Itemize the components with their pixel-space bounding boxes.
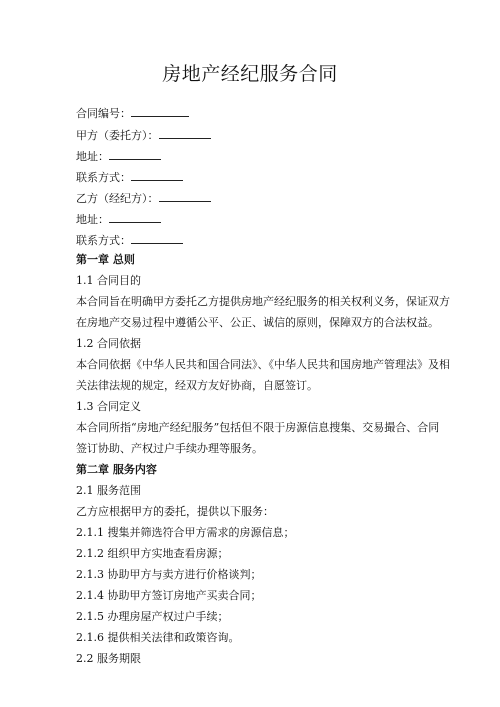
section-2-1-title: 2.1 服务范围 — [76, 484, 141, 497]
section-1-3-title: 1.3 合同定义 — [76, 400, 141, 413]
contract-number-line — [76, 105, 436, 121]
party-a-address-line — [76, 148, 436, 164]
chapter-2-heading: 第二章 服务内容 — [76, 463, 157, 476]
list-item: 2.1.5 办理房屋产权过户手续； — [76, 610, 229, 623]
list-item: 2.1.1 搜集并筛选符合甲方需求的房源信息； — [76, 526, 295, 539]
party-b-blank[interactable] — [159, 190, 211, 202]
party-a-address-label: 地址： — [76, 150, 109, 163]
chapter-1-heading: 第一章 总则 — [76, 253, 135, 266]
document-title: 房地产经纪服务合同 — [162, 63, 338, 85]
party-a-line — [76, 127, 436, 143]
party-b-address-line — [76, 211, 436, 227]
party-a-blank[interactable] — [159, 127, 211, 139]
section-2-2-title: 2.2 服务期限 — [76, 652, 141, 665]
party-b-address-blank[interactable] — [109, 211, 161, 223]
list-item: 2.1.3 协助甲方与卖方进行价格谈判； — [76, 568, 262, 581]
list-item: 2.1.6 提供相关法律和政策咨询。 — [76, 631, 240, 644]
party-b-contact-label: 联系方式： — [76, 234, 131, 247]
section-1-3-text-line-2: 签订协助、产权过户手续办理等服务。 — [76, 442, 263, 455]
party-a-contact-label: 联系方式： — [76, 171, 131, 184]
section-1-1-text-line-2: 在房地产交易过程中遵循公平、公正、诚信的原则，保障双方的合法权益。 — [76, 316, 439, 329]
contract-number-blank[interactable] — [131, 105, 189, 117]
section-1-1-title: 1.1 合同目的 — [76, 274, 141, 287]
section-1-2-title: 1.2 合同依据 — [76, 337, 141, 350]
list-item: 2.1.2 组织甲方实地查看房源； — [76, 547, 229, 560]
list-item: 2.1.4 协助甲方签订房地产买卖合同； — [76, 589, 262, 602]
contract-number-label: 合同编号： — [76, 107, 131, 120]
party-b-contact-line — [76, 232, 436, 248]
party-b-line — [76, 190, 436, 206]
section-1-1-text-line-1: 本合同旨在明确甲方委托乙方提供房地产经纪服务的相关权利义务，保证双方 — [76, 295, 450, 308]
party-b-address-label: 地址： — [76, 213, 109, 226]
party-b-label: 乙方（经纪方）： — [76, 192, 159, 205]
party-a-address-blank[interactable] — [109, 148, 161, 160]
section-1-2-text-line-1: 本合同依据《中华人民共和国合同法》、《中华人民共和国房地产管理法》及相 — [76, 358, 450, 371]
section-1-3-text-line-1: 本合同所指“房地产经纪服务”包括但不限于房源信息搜集、交易撮合、合同 — [76, 421, 440, 434]
party-a-label: 甲方（委托方）： — [76, 129, 159, 142]
party-a-contact-line — [76, 169, 436, 185]
party-a-contact-blank[interactable] — [131, 169, 183, 181]
section-2-1-intro: 乙方应根据甲方的委托，提供以下服务： — [76, 505, 274, 518]
party-b-contact-blank[interactable] — [131, 232, 183, 244]
section-1-2-text-line-2: 关法律法规的规定，经双方友好协商，自愿签订。 — [76, 379, 318, 392]
